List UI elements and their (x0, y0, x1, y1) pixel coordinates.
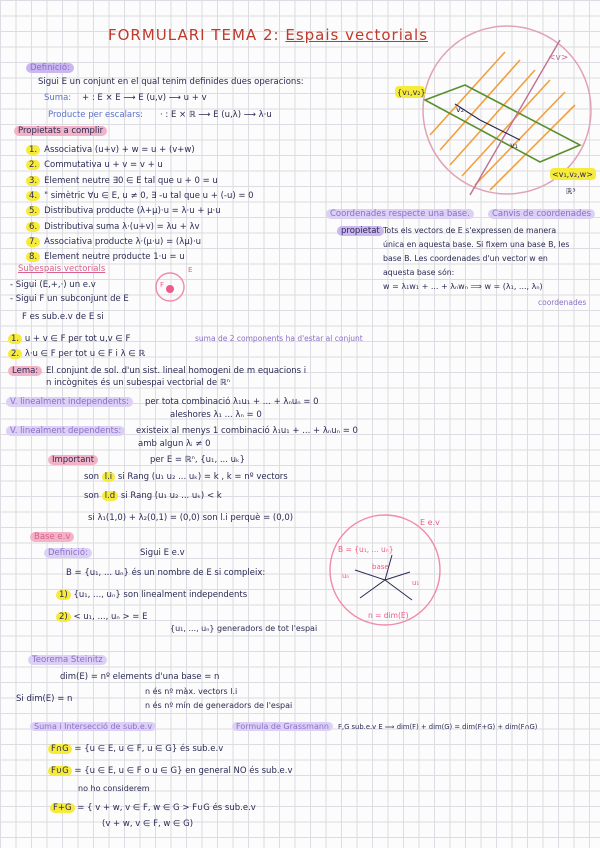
base-heading: Base e.v (30, 532, 74, 542)
subespais-heading: Subespais vectorials (18, 264, 106, 274)
independents-label: V. linealment independents: (6, 397, 133, 407)
coordenades-text-2: única en aquesta base. Si fixem una base B, les (383, 240, 570, 249)
important-line-2: son l.i si Rang (u₁ u₂ ... uₖ) = k , k = nº vectors (84, 472, 288, 482)
base-definicio-text: Sigui E e.v (140, 548, 185, 558)
coordenades-text-4: aquesta base són: (383, 268, 455, 277)
propietat-item: 3. Element neutre ∃0 ∈ E tal que u + 0 = u (26, 176, 218, 186)
important-line-3: son l.d si Rang (u₁ u₂ ... uₖ) < k (84, 491, 222, 501)
base-condition-1: 1) {u₁, ..., uₙ} son linealment independents (56, 590, 247, 600)
subespais-line-2: - Sigui F un subconjunt de E (10, 294, 129, 304)
propietat-item: 7. Associativa producte λ·(μ·u) = (λμ)·u (26, 237, 201, 247)
important-line-4: si λ₁(1,0) + λ₂(0,1) = (0,0) son l.i perquè = (0,0) (88, 513, 294, 523)
propietat-label: propietat (337, 226, 384, 236)
base-circle-dim: n = dim(E) (368, 611, 409, 620)
steinitz-line-2: Si dim(E) = n (16, 694, 73, 704)
base-condition-2-note: {u₁, ..., uₙ} generadors de tot l'espai (170, 624, 318, 633)
r3-label: ℝ³ (566, 187, 576, 196)
suma-interseccio-label: Suma i Intersecció de sub.e.v (30, 722, 156, 732)
sum-row: F+G = { v + w, v ∈ F, w ∈ G > F∪G és sub.e.v (50, 803, 256, 813)
coordenades-note: coordenades (538, 298, 587, 307)
subespais-line-3: F es sub.e.v de E si (22, 312, 104, 322)
sum-row-2: (v + w, v ∈ F, w ∈ G) (102, 819, 194, 829)
producte-label: Producte per escalars: (48, 110, 143, 120)
propietat-item: 4. " simètric ∀u ∈ E, u ≠ 0, ∃ -u tal que u + (-u) = 0 (26, 191, 254, 201)
propietat-item: 8. Element neutre producte 1·u = u (26, 252, 185, 262)
base-circle-b: B = {u₁, ... uₙ} (338, 545, 394, 554)
dependents-line-1: existeix al menys 1 combinació λ₁u₁ + ... + λₙuₙ = 0 (136, 426, 358, 436)
suma-label: Suma: (44, 93, 72, 103)
e-label: E (188, 266, 193, 274)
definicio-line: Sigui E un conjunt en el qual tenim definides dues operacions: (38, 77, 304, 87)
dependents-line-2: amb algun λᵢ ≠ 0 (138, 439, 211, 449)
steinitz-b: n és nº mín de generadors de l'espai (145, 701, 293, 710)
grassmann-label: Formula de Grassmann (232, 722, 333, 732)
coordenades-text-1: Tots els vectors de E s'expressen de manera (383, 226, 557, 235)
coordenades-formula: w = λ₁w₁ + ... + λₙwₙ ⟹ w = (λ₁, ..., λₙ) (383, 282, 543, 291)
span3-label: <v₁,v₂,w> (552, 170, 593, 179)
condition-1: 1. u + v ∈ F per tot u,v ∈ F (8, 334, 130, 344)
propietat-item: 5. Distributiva producte (λ+μ)·u = λ·u + μ·u (26, 206, 221, 216)
base-b-line: B = {u₁, ... uₙ} és un nombre de E si compleix: (66, 568, 266, 578)
lema-label: Lema: (8, 366, 42, 376)
base-circle-word: base (372, 563, 389, 571)
definicio-heading: Definició: (26, 63, 74, 73)
steinitz-a: n és nº màx. vectors l.i (145, 687, 238, 696)
condition-2: 2. λ·u ∈ F per tot u ∈ F i λ ∈ ℝ (8, 349, 145, 359)
independents-line-1: per tota combinació λ₁u₁ + ... + λₙuₙ = 0 (145, 397, 319, 407)
propietat-item: 6. Distributiva suma λ·(u+v) = λu + λv (26, 222, 200, 232)
coordenades-text-3: base B. Les coordenades d'un vector w en (383, 254, 548, 263)
base-definicio-label: Definició: (44, 548, 92, 558)
lema-line-1: El conjunt de sol. d'un sist. lineal homogeni de m equacions i (46, 366, 307, 376)
coordenades-heading: Coordenades respecte una base. (326, 209, 474, 219)
base-condition-2: 2) < u₁, ..., uₙ > = E (56, 612, 147, 622)
base-circle-u1: u₁ (412, 579, 420, 587)
canvis-label: Canvis de coordenades (488, 209, 595, 219)
dependents-label: V. linealment dependents: (6, 426, 125, 436)
grassmann-formula: F,G sub.e.v E ⟹ dim(F) + dim(G) = dim(F+G) + dim(F∩G) (338, 723, 538, 731)
subespais-line-1: - Sigui (E,+,·) un e.v (10, 280, 96, 290)
union-row: F∪G = {u ∈ E, u ∈ F o u ∈ G} en general NO és sub.e.v (48, 766, 293, 776)
propietats-heading: Propietats a complir (14, 126, 107, 136)
v2-label: v₂ (456, 105, 464, 114)
union-note: no ho considerem (78, 784, 150, 793)
v-span-label: <v> (548, 53, 569, 63)
propietat-item: 2. Commutativa u + v = v + u (26, 160, 163, 170)
suma-expression: + : E × E ⟶ E (u,v) ⟶ u + v (82, 93, 207, 103)
base-circle-un: uₙ (342, 572, 350, 580)
f-label: F (160, 281, 165, 289)
condition-1-note: suma de 2 components ha d'estar al conjunt (195, 334, 363, 343)
steinitz-line-1: dim(E) = nº elements d'una base = n (60, 672, 220, 682)
propietat-item: 1. Associativa (u+v) + w = u + (v+w) (26, 145, 195, 155)
producte-expression: · : E × ℝ ⟶ E (u,λ) ⟶ λ·u (160, 110, 272, 120)
page-title: FORMULARI TEMA 2: Espais vectorials (108, 26, 429, 44)
span-label: {v₁,v₂} (397, 88, 426, 97)
v1-label: v₁ (510, 141, 518, 150)
important-label: Important (48, 455, 98, 465)
base-circle-ev: E e.v (420, 518, 440, 527)
steinitz-heading: Teorema Steinitz (28, 655, 107, 665)
important-line-1: per E = ℝⁿ, {u₁, ... uₖ} (150, 455, 246, 465)
independents-line-2: aleshores λ₁ ... λₙ = 0 (170, 410, 262, 420)
lema-line-2: n incògnites és un subespai vectorial de ℝⁿ (46, 378, 230, 388)
intersection-row: F∩G = {u ∈ E, u ∈ F, u ∈ G} és sub.e.v (48, 744, 223, 754)
